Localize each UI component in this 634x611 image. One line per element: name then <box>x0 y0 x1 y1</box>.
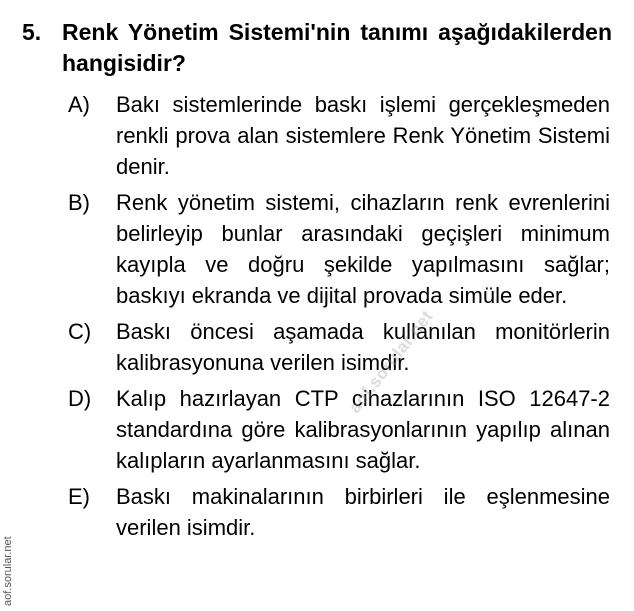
watermark-side: aof.sorular.net <box>2 536 14 606</box>
option-a[interactable] <box>68 89 612 182</box>
question-header <box>22 17 612 79</box>
option-letter: D) <box>68 386 92 411</box>
option-text: Kalıp hazırlayan CTP cihazlarının ISO 12647-2 standardına göre kalibrasyonlarının yapılıp alınan kalıpların ayarlanmasını sağlar. <box>116 386 610 473</box>
watermark-center: aof.sorular.net <box>345 306 437 417</box>
option-c[interactable] <box>68 316 612 378</box>
option-text: Bakı sistemlerinde baskı işlemi gerçekleşmeden renkli prova alan sistemlere Renk Yönetim Sistemi denir. <box>116 92 610 179</box>
option-b[interactable] <box>68 187 612 311</box>
question-number: 5. <box>22 19 42 45</box>
question-block <box>22 17 612 548</box>
option-d[interactable] <box>68 383 612 476</box>
option-letter: B) <box>68 190 90 215</box>
option-text: Baskı öncesi aşamada kullanılan monitörlerin kalibrasyonuna verilen isimdir. <box>116 319 610 375</box>
option-e[interactable] <box>68 481 612 543</box>
option-letter: E) <box>68 484 90 509</box>
option-letter: C) <box>68 319 92 344</box>
option-text: Renk yönetim sistemi, cihazların renk evrenlerini belirleyip bunlar arasındaki geçişleri minimum kayıpla ve doğru şekilde yapılmasını sağlar; baskıyı ekranda ve dijital provada simüle eder. <box>116 190 610 308</box>
option-text: Baskı makinalarının birbirleri ile eşlenmesine verilen isimdir. <box>116 484 610 540</box>
answer-options <box>22 89 612 543</box>
option-letter: A) <box>68 92 90 117</box>
question-text: Renk Yönetim Sistemi'nin tanımı aşağıdakilerden hangisidir? <box>62 19 612 76</box>
